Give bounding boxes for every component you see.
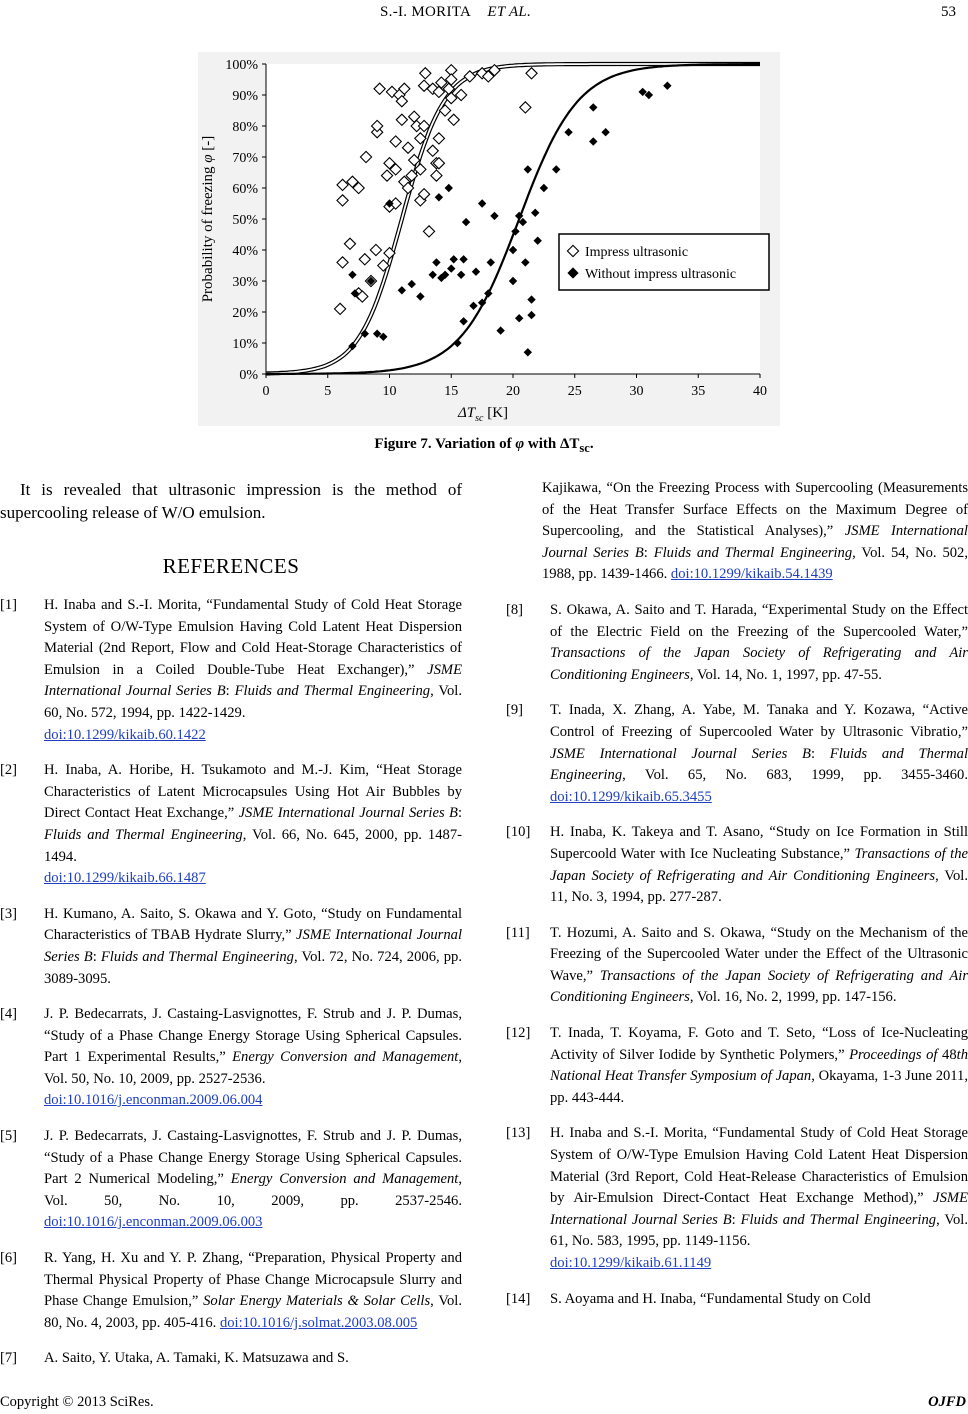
- right-column: [506, 478, 968, 1324]
- figure-caption: Figure 7. Variation of φ with $\Delta T_{sc}$.: [374, 436, 594, 455]
- reference-14: [14] S. Aoyama and H. Inaba, “Fundamental Study on Cold: [506, 1290, 871, 1307]
- copyright-notice: Copyright © 2013 SciRes.: [0, 1394, 154, 1410]
- reference-3: [3] H. Kumano, A. Saito, S. Okawa and Y. Goto, “Study on Fundamental Characteristics of TBAB Hydrate Slurry,” JSME International Journal Series B: Fluids and Thermal Engineering, Vol. 72, No. 724, 2006, pp. 3089-3095.: [0, 905, 463, 987]
- legend-label-impress-ultrasonic: Impress ultrasonic: [585, 245, 689, 260]
- x-tick-label: 20: [506, 384, 520, 399]
- running-header: [0, 0, 968, 30]
- running-title: S.-I. MORITA ET AL.: [380, 4, 532, 20]
- doi-link[interactable]: doi:10.1299/kikaib.61.1149: [550, 1255, 712, 1271]
- legend-label-without-ultrasonic: Without impress ultrasonic: [585, 267, 737, 282]
- x-tick-label: 5: [324, 384, 332, 399]
- x-tick-label: 15: [444, 384, 459, 399]
- doi-link[interactable]: doi:10.1016/j.enconman.2009.06.004: [44, 1092, 263, 1109]
- reference-7-continued: Kajikawa, “On the Freezing Process with Supercooling (Measurements of the Heat Transfer Surface Effects on the Maximum Degree of Supercooling, and the Statistical Analyses),” JSME International Journal Series B: Fluids and Thermal Engineering, Vol. 54, No. 502, 1988, pp. 1439-1466. doi:10.1299/kikaib.54.1439: [542, 480, 968, 583]
- et-al: ET AL.: [487, 4, 532, 20]
- doi-link[interactable]: doi:10.1016/j.solmat.2003.08.005: [219, 1314, 418, 1331]
- y-tick-label: 30%: [232, 275, 258, 290]
- y-tick-label: 20%: [232, 306, 258, 321]
- y-tick-label: 0%: [239, 368, 258, 383]
- doi-link[interactable]: doi:10.1016/j.enconman.2009.06.003: [44, 1214, 263, 1231]
- x-tick-label: 25: [567, 384, 582, 399]
- y-tick-label: 50%: [232, 213, 258, 228]
- x-tick-label: 10: [382, 384, 397, 399]
- y-axis-label: Probability of freezing φ [-]: [200, 135, 216, 303]
- reference-5: [5] J. P. Bedecarrats, J. Castaing-Lasvignottes, F. Strub and J. P. Dumas, “Study of a Phase Change Energy Storage Using Spherical Capsules. Part 2 Numerical Modeling,” Energy Conversion and Management, Vol. 50, No. 10, 2009, pp. 2537-2546. doi:10.1016/j.enconman.2009.06.003: [0, 1128, 462, 1231]
- x-tick-label: 35: [691, 384, 706, 399]
- y-tick-label: 70%: [232, 151, 258, 166]
- plot-area: [266, 64, 760, 374]
- reference-8: [8] S. Okawa, A. Saito and T. Harada, “Experimental Study on the Effect of the Electric Field on the Freezing of the Supercooled Water,” Transactions of the Japan Society of Refrigerating and Air Conditioning Engineers, Vol. 14, No. 1, 1997, pp. 47-55.: [506, 601, 968, 683]
- references-heading: REFERENCES: [162, 554, 300, 578]
- reference-11: [11] T. Hozumi, A. Saito and S. Okawa, “Study on the Mechanism of the Freezing of the Supercooled Water under the Effect of the Ultrasonic Wave,” Transactions of the Japan Society of Refrigerating and Air Conditioning Engineers, Vol. 16, No. 2, 1999, pp. 147-156.: [506, 924, 968, 1006]
- reference-13: [13] H. Inaba and S.-I. Morita, “Fundamental Study of Cold Heat Storage System of O/W-Type Emulsion Having Cold Latent Heat Dispersion Material (3rd Report, Cold Heat-Release Characteristics of Emulsion by Air-Emulsion Direct-Contact Heat Exchange Method),” JSME International Journal Series B: Fluids and Thermal Engineering, Vol. 61, No. 583, 1995, pp. 1149-1156. doi:10.1299/kikaib.61.1149: [506, 1125, 968, 1271]
- y-tick-label: 90%: [232, 89, 258, 104]
- reference-1: [1] H. Inaba and S.-I. Morita, “Fundamental Study of Cold Heat Storage System of O/W-Type Emulsion Having Cold Latent Heat Dispersion Material (2nd Report, Flow and Cold Heat-Storage Characteristics of Emulsion in a Coiled Double-Tube Heat Exchanger),” JSME International Journal Series B: Fluids and Thermal Engineering, Vol. 60, No. 572, 1994, pp. 1422-1429. doi:10.1299/kikaib.60.1422: [0, 597, 462, 743]
- reference-2: [2] H. Inaba, A. Horibe, H. Tsukamoto and M.-J. Kim, “Heat Storage Characteristics of Latent Microcapsules Using Hot Air Bubbles by Direct Contact Heat Exchange,” JSME International Journal Series B: Fluids and Thermal Engineering, Vol. 66, No. 645, 2000, pp. 1487-1494. doi:10.1299/kikaib.66.1487: [0, 762, 462, 887]
- x-tick-label: 40: [753, 384, 767, 399]
- reference-9: [9] T. Inada, X. Zhang, A. Yabe, M. Tanaka and Y. Kozawa, “Active Control of Freezing of Supercooled Water by Ultrasonic Vibratio,” JSME International Journal Series B: Fluids and Thermal Engineering, Vol. 65, No. 683, 1999, pp. 3455-3460. doi:10.1299/kikaib.65.3455: [506, 702, 968, 805]
- reference-10: [10] H. Inaba, K. Takeya and T. Asano, “Study on Ice Formation in Still Supercoold Water with Ice Nucleating Substance,” Transactions of the Japan Society of Refrigerating and Air Conditioning Engineers, Vol. 11, No. 3, 1994, pp. 277-287.: [506, 824, 968, 906]
- x-tick-label: 30: [629, 384, 644, 399]
- scatter-plot-svg: [198, 52, 780, 426]
- doi-link[interactable]: doi:10.1299/kikaib.66.1487: [44, 870, 206, 887]
- reference-6: [6] R. Yang, H. Xu and Y. P. Zhang, “Preparation, Physical Property and Thermal Physical Property of Phase Change Microcapsule Slurry and Phase Change Emulsion,” Solar Energy Materials & Solar Cells, Vol. 80, No. 4, 2003, pp. 405-416. doi:10.1016/j.solmat.2003.08.005: [0, 1250, 462, 1331]
- y-tick-label: 80%: [232, 120, 258, 135]
- y-tick-label: 60%: [232, 182, 258, 197]
- journal-abbrev: OJFD: [928, 1394, 966, 1410]
- reference-7: [7] A. Saito, Y. Utaka, A. Tamaki, K. Matsuzawa and S.: [0, 1350, 349, 1367]
- doi-link[interactable]: doi:10.1299/kikaib.54.1439: [670, 566, 833, 583]
- y-tick-label: 10%: [232, 337, 258, 352]
- x-axis-label: $\Delta T_{sc}$ [K]: [457, 405, 509, 424]
- y-tick-label: 40%: [232, 244, 258, 259]
- x-tick-label: 0: [262, 384, 270, 399]
- page-number: 53: [941, 4, 956, 20]
- reference-12: [12] T. Inada, T. Koyama, F. Goto and T. Seto, “Loss of Ice-Nucleating Activity of Silver Iodide by Synthetic Polymers,” Proceedings of 48th National Heat Transfer Symposium of Japan, Okayama, 1-3 June 2011, pp. 443-444.: [506, 1025, 968, 1106]
- left-column: [0, 478, 462, 1384]
- body-paragraph: It is revealed that ultrasonic impression is the method of supercooling release of W/O emulsion.: [0, 480, 462, 522]
- doi-link[interactable]: doi:10.1299/kikaib.60.1422: [44, 726, 206, 743]
- figure-7-chart: [198, 52, 780, 426]
- doi-link[interactable]: doi:10.1299/kikaib.65.3455: [550, 788, 712, 805]
- y-tick-label: 100%: [225, 58, 258, 73]
- reference-4: [4] J. P. Bedecarrats, J. Castaing-Lasvignottes, F. Strub and J. P. Dumas, “Study of a Phase Change Energy Storage Using Spherical Capsules. Part 1 Experimental Results,” Energy Conversion and Management, Vol. 50, No. 10, 2009, pp. 2527-2536. doi:10.1016/j.enconman.2009.06.004: [0, 1006, 462, 1109]
